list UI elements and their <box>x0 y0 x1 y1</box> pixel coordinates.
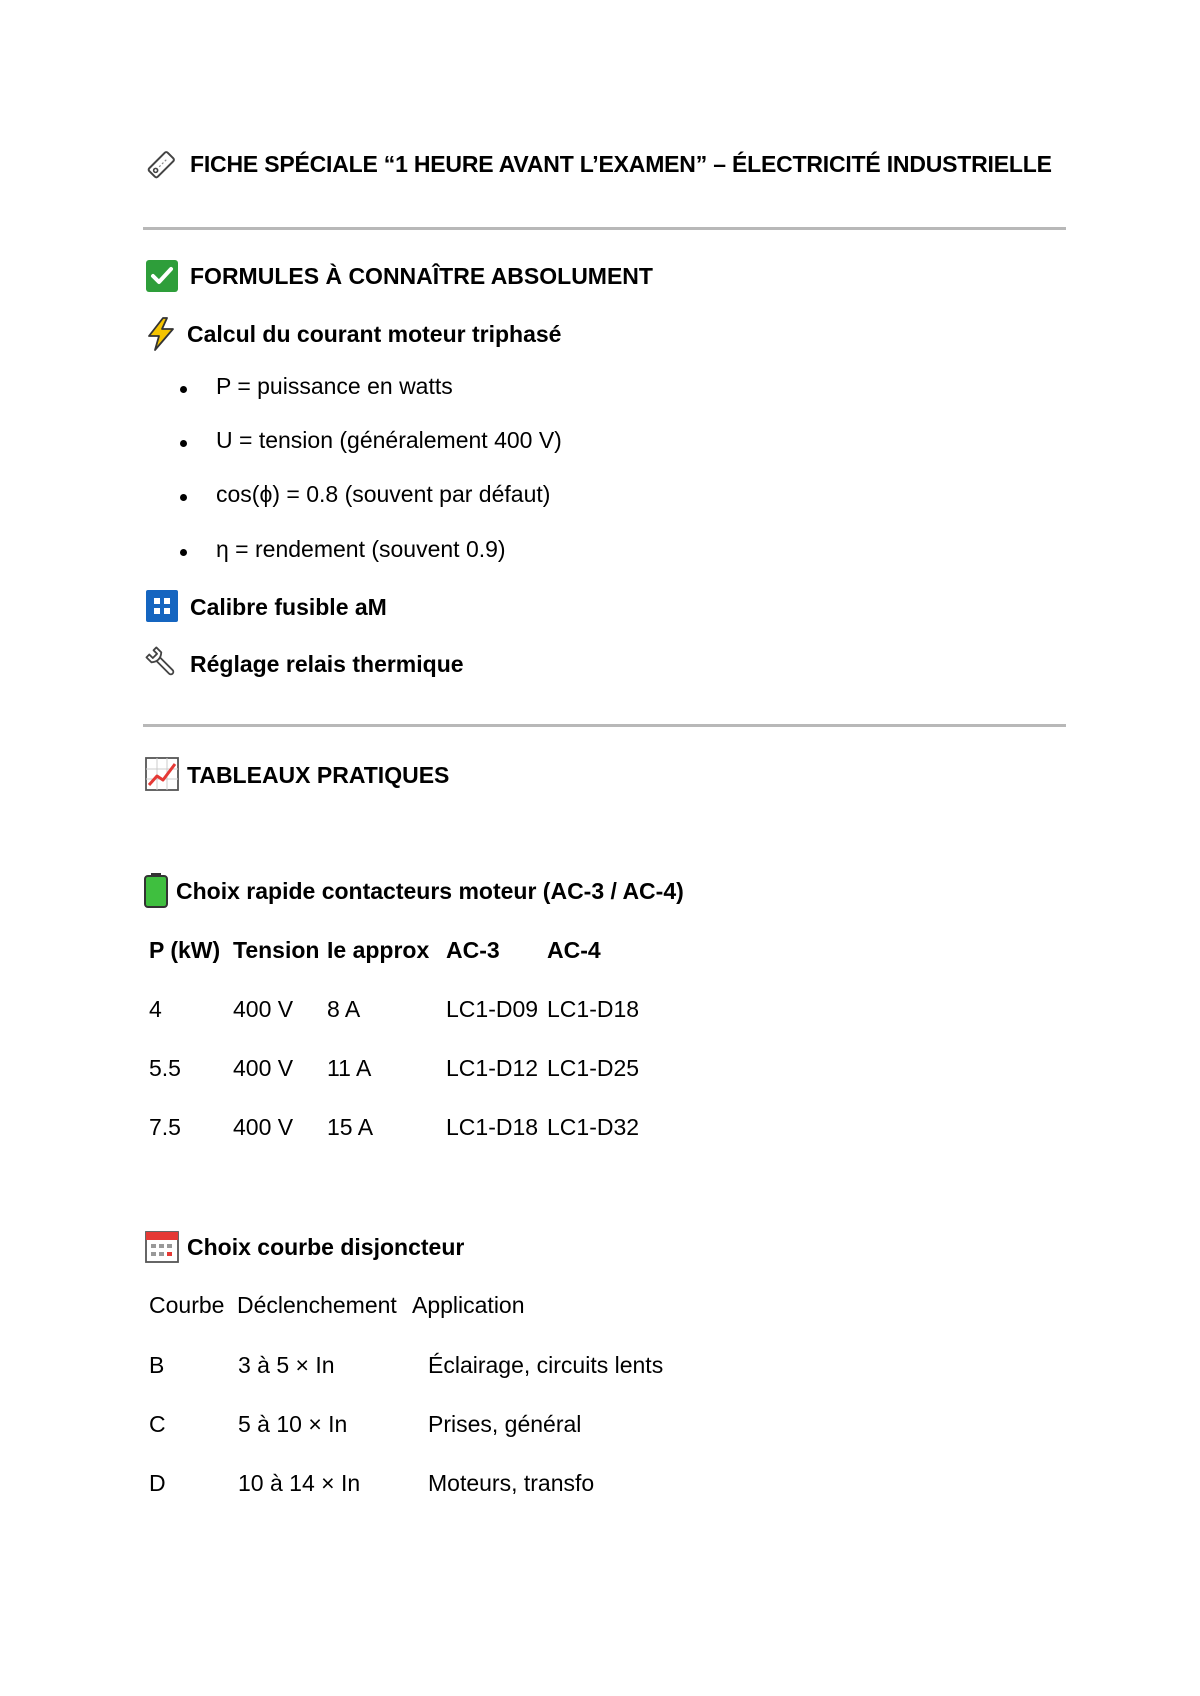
battery-icon <box>143 872 169 908</box>
column-header: Tension <box>233 937 320 963</box>
table-cell: 400 V <box>233 1055 294 1081</box>
label-tag-icon <box>145 147 179 181</box>
column-header: Déclenchement <box>237 1292 397 1318</box>
table-cell: LC1-D25 <box>547 1055 640 1081</box>
page-title: FICHE SPÉCIALE “1 HEURE AVANT L’EXAMEN” – ÉLECTRICITÉ INDUSTRIELLE <box>190 151 1052 177</box>
calendar-icon <box>145 1229 179 1263</box>
table-cell: LC1-D18 <box>446 1114 539 1140</box>
table-cell: 3 à 5 × In <box>238 1352 335 1378</box>
table-cell: 10 à 14 × In <box>238 1470 361 1496</box>
table-cell: 7.5 <box>149 1114 181 1140</box>
bullet-dot <box>180 440 187 447</box>
list-item: P = puissance en watts <box>216 373 453 399</box>
subheading-relay: Réglage relais thermique <box>190 651 464 677</box>
column-header: Courbe <box>149 1292 225 1318</box>
table-cell: LC1-D12 <box>446 1055 539 1081</box>
list-item: cos(ϕ) = 0.8 (souvent par défaut) <box>216 481 551 507</box>
bullet-dot <box>180 549 187 556</box>
check-mark-icon <box>145 259 179 293</box>
bullet-dot <box>180 386 187 393</box>
bullet-dot <box>180 494 187 501</box>
table-cell: LC1-D18 <box>547 996 640 1022</box>
table-cell: B <box>149 1352 165 1378</box>
table-cell: LC1-D09 <box>446 996 539 1022</box>
table-cell: 400 V <box>233 996 294 1022</box>
chart-increasing-icon <box>145 757 179 791</box>
column-header: AC-3 <box>446 937 500 963</box>
column-header: P (kW) <box>149 937 221 963</box>
table-cell: 8 A <box>327 996 361 1022</box>
subheading-current: Calcul du courant moteur triphasé <box>187 321 562 347</box>
table-heading-breakers: Choix courbe disjoncteur <box>187 1234 465 1260</box>
table-cell: LC1-D32 <box>547 1114 640 1140</box>
table-heading-contactors: Choix rapide contacteurs moteur (AC-3 / AC-4) <box>176 878 684 904</box>
table-cell: Éclairage, circuits lents <box>428 1352 664 1378</box>
table-cell: 11 A <box>327 1055 372 1081</box>
table-cell: C <box>149 1411 166 1437</box>
section-heading-tables: TABLEAUX PRATIQUES <box>187 762 450 788</box>
wrench-icon <box>145 646 179 680</box>
table-cell: 15 A <box>327 1114 374 1140</box>
table-cell: Moteurs, transfo <box>428 1470 595 1496</box>
table-cell: Prises, général <box>428 1411 582 1437</box>
lightning-icon <box>143 316 177 350</box>
list-item: U = tension (généralement 400 V) <box>216 427 562 453</box>
table-cell: 4 <box>149 996 162 1022</box>
table-cell: 5 à 10 × In <box>238 1411 348 1437</box>
column-header: Application <box>412 1292 525 1318</box>
subheading-fuse: Calibre fusible aM <box>190 594 387 620</box>
table-cell: 400 V <box>233 1114 294 1140</box>
list-item: η = rendement (souvent 0.9) <box>216 536 506 562</box>
table-cell: D <box>149 1470 166 1496</box>
divider <box>143 724 1066 727</box>
column-header: Ie approx <box>327 937 430 963</box>
divider <box>143 227 1066 230</box>
section-heading-formulas: FORMULES À CONNAÎTRE ABSOLUMENT <box>190 263 653 289</box>
column-header: AC-4 <box>547 937 601 963</box>
table-cell: 5.5 <box>149 1055 181 1081</box>
numbers-keypad-icon <box>145 589 179 623</box>
